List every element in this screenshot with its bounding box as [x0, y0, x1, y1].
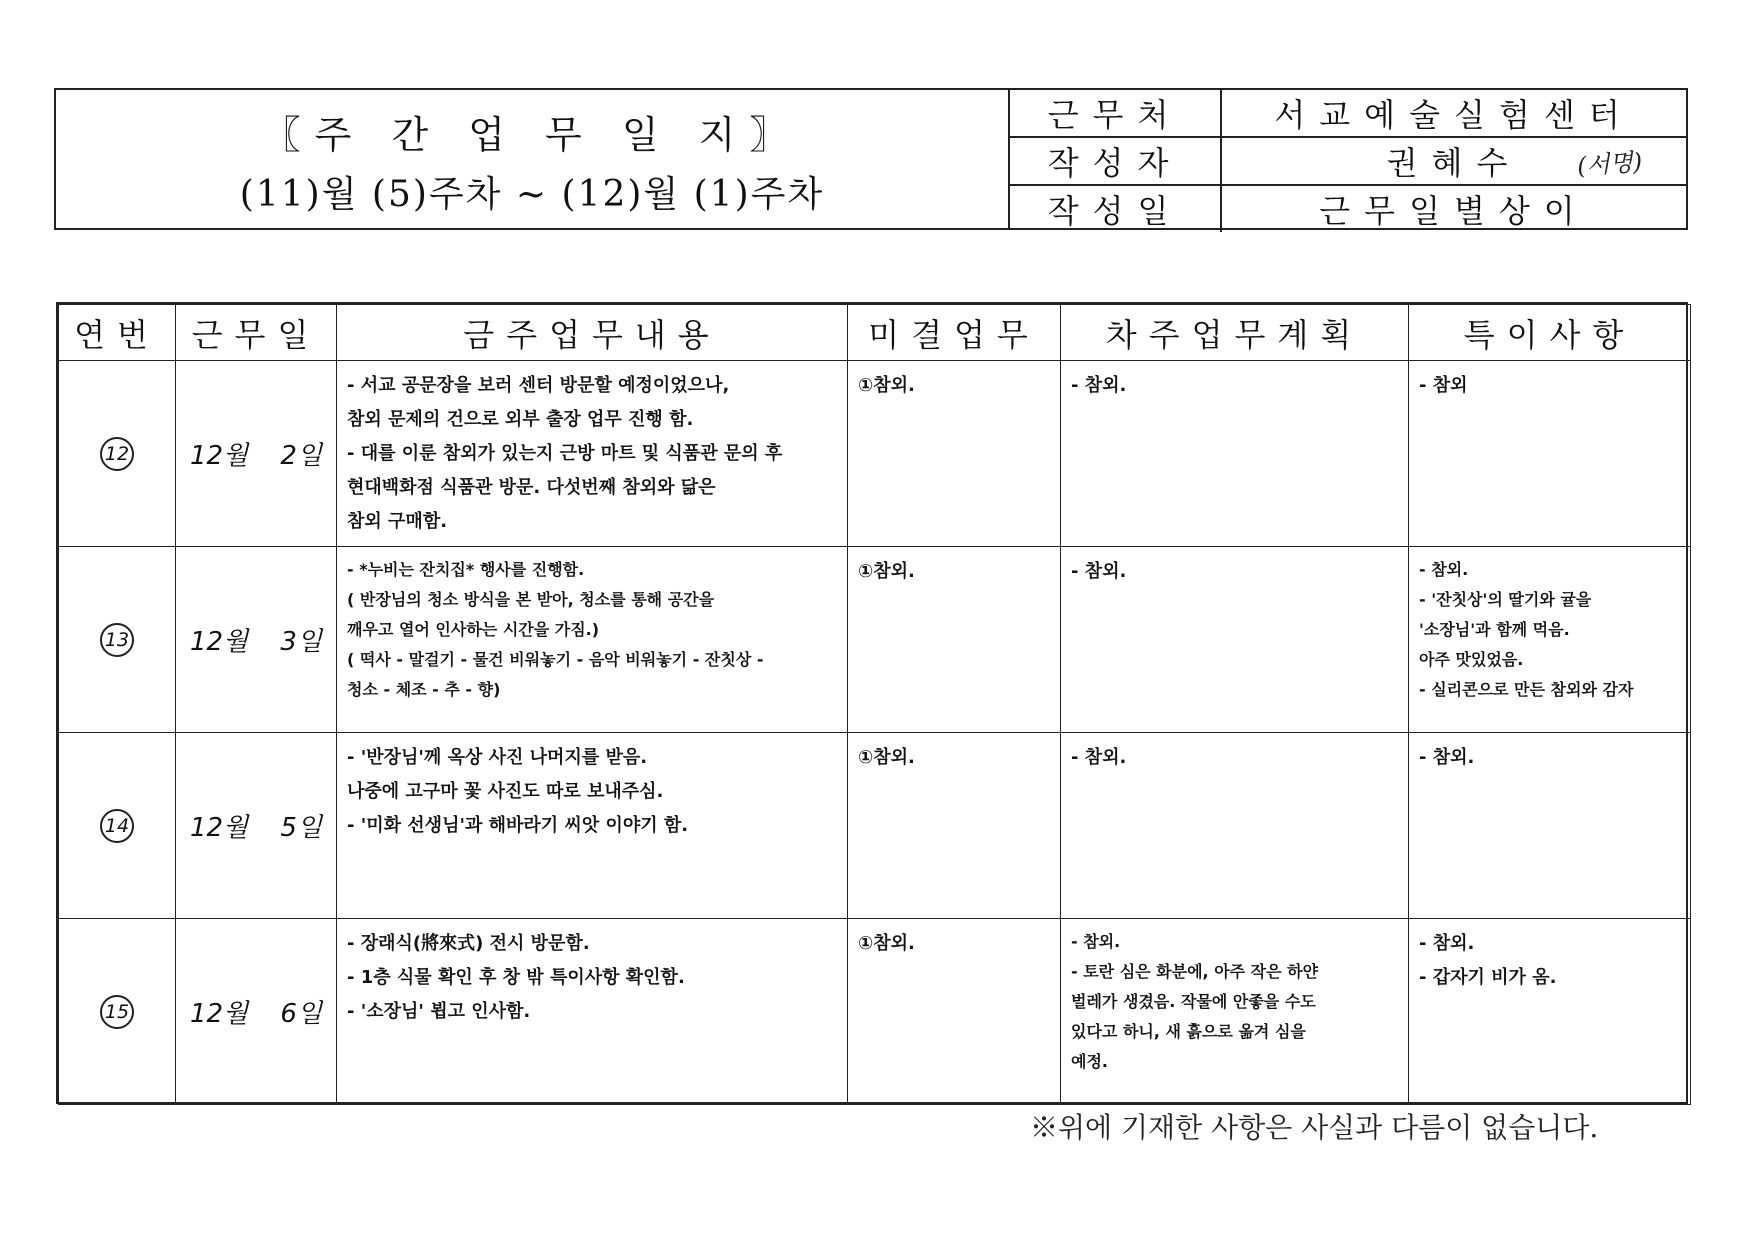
- table-row: [59, 733, 1691, 919]
- pending-cell: [848, 547, 1061, 733]
- col-header-this-week: 금주업무내용: [337, 305, 848, 361]
- col-header-next-week: 차주업무계획: [1061, 305, 1409, 361]
- work-log-table: [56, 302, 1688, 1104]
- this-week-line: - 서교 공문장을 보러 센터 방문할 예정이었으나,: [347, 375, 730, 396]
- next-week-text: [1061, 919, 1408, 1077]
- notes-cell: [1409, 547, 1691, 733]
- this-week-line: 참외 구매함.: [347, 511, 448, 532]
- this-week-line: 참외 문제의 건으로 외부 출장 업무 진행 함.: [347, 409, 694, 430]
- workday-cell: [176, 733, 337, 919]
- this-week-cell: [337, 733, 848, 919]
- signature: (서명): [1576, 147, 1644, 181]
- this-week-line: - *누비는 잔치집* 행사를 진행함.: [347, 560, 585, 579]
- table-row: [59, 919, 1691, 1105]
- pending-line: ①참외.: [858, 933, 915, 954]
- this-week-line: ( 떡사 - 말걸기 - 물건 비워놓기 - 음악 비워놓기 - 잔칫상 -: [347, 650, 764, 669]
- this-week-line: - '반장님'께 옥상 사진 나머지를 받음.: [347, 747, 648, 768]
- notes-text: [1409, 547, 1690, 705]
- document-header: [54, 88, 1688, 230]
- footnote: ※위에 기재한 사항은 사실과 다름이 없습니다.: [1030, 1111, 1599, 1144]
- col-header-notes: 특이사항: [1409, 305, 1691, 361]
- notes-cell: [1409, 919, 1691, 1105]
- this-week-text: [337, 361, 847, 539]
- pending-cell: [848, 733, 1061, 919]
- workday-date: 12월 3일: [189, 627, 323, 657]
- reporting-period: (11)월 (5)주차 ~ (12)월 (1)주차: [239, 174, 825, 215]
- notes-line: - 참외.: [1419, 560, 1469, 579]
- workday-cell: [176, 361, 337, 547]
- date-label: 작성일: [1010, 186, 1222, 232]
- this-week-line: 깨우고 열어 인사하는 시간을 가짐.): [347, 620, 600, 639]
- notes-line: '소장님'과 함께 먹음.: [1419, 620, 1570, 639]
- workplace-label: 근무처: [1010, 90, 1222, 136]
- next-week-line: 있다고 하니, 새 흙으로 옮겨 심을: [1071, 1022, 1306, 1041]
- table-row: [59, 547, 1691, 733]
- row-number-cell: [59, 919, 176, 1105]
- workplace-value: 서교예술실험센터: [1274, 96, 1634, 134]
- this-week-line: - 대를 이룬 참외가 있는지 근방 마트 및 식품관 문의 후: [347, 443, 783, 464]
- notes-line: - '잔칫상'의 딸기와 귤을: [1419, 590, 1592, 609]
- next-week-line: - 토란 심은 화분에, 아주 작은 하얀: [1071, 962, 1319, 981]
- workday-date: 12월 2일: [189, 441, 323, 471]
- row-number: 13: [100, 623, 134, 657]
- author-label: 작성자: [1010, 138, 1222, 184]
- col-header-pending: 미결업무: [848, 305, 1061, 361]
- next-week-text: [1061, 547, 1408, 589]
- pending-text: [848, 547, 1060, 589]
- notes-line: - 갑자기 비가 옴.: [1419, 967, 1557, 988]
- notes-text: [1409, 733, 1690, 775]
- col-header-number: 연번: [59, 305, 176, 361]
- workday-cell: [176, 547, 337, 733]
- next-week-line: 예정.: [1071, 1052, 1108, 1071]
- info-row-workplace: [1010, 90, 1686, 138]
- this-week-line: 현대백화점 식품관 방문. 다섯번째 참외와 닮은: [347, 477, 716, 498]
- table-row: [59, 361, 1691, 547]
- this-week-cell: [337, 361, 848, 547]
- next-week-cell: [1061, 547, 1409, 733]
- next-week-text: [1061, 361, 1408, 403]
- next-week-cell: [1061, 733, 1409, 919]
- this-week-cell: [337, 919, 848, 1105]
- next-week-text: [1061, 733, 1408, 775]
- next-week-cell: [1061, 919, 1409, 1105]
- this-week-text: [337, 733, 847, 843]
- date-value: 근무일별상이: [1319, 192, 1589, 230]
- document-title: 〖주 간 업 무 일 지〗: [262, 113, 802, 157]
- this-week-line: 청소 - 체조 - 추 - 향): [347, 680, 501, 699]
- pending-text: [848, 361, 1060, 403]
- row-number: 12: [100, 437, 134, 471]
- pending-line: ①참외.: [858, 375, 915, 396]
- this-week-line: - 1층 식물 확인 후 창 밖 특이사항 확인함.: [347, 967, 685, 988]
- next-week-line: 벌레가 생겼음. 작물에 안좋을 수도: [1071, 992, 1316, 1011]
- title-block: [56, 90, 1010, 228]
- author-value-cell: [1222, 138, 1686, 184]
- pending-cell: [848, 361, 1061, 547]
- this-week-line: ( 반장님의 청소 방식을 본 받아, 청소를 통해 공간을: [347, 590, 715, 609]
- notes-line: - 참외.: [1419, 747, 1475, 768]
- info-row-date: [1010, 186, 1686, 232]
- pending-cell: [848, 919, 1061, 1105]
- notes-text: [1409, 361, 1690, 403]
- this-week-line: 나중에 고구마 꽃 사진도 따로 보내주심.: [347, 781, 664, 802]
- row-number-cell: [59, 361, 176, 547]
- notes-line: - 참외.: [1419, 933, 1475, 954]
- table-header-row: [59, 305, 1691, 361]
- notes-cell: [1409, 361, 1691, 547]
- this-week-line: - '미화 선생님'과 해바라기 씨앗 이야기 함.: [347, 815, 689, 836]
- col-header-workday: 근무일: [176, 305, 337, 361]
- workday-cell: [176, 919, 337, 1105]
- next-week-cell: [1061, 361, 1409, 547]
- next-week-line: - 참외.: [1071, 747, 1127, 768]
- workday-date: 12월 5일: [189, 813, 323, 843]
- notes-text: [1409, 919, 1690, 995]
- pending-line: ①참외.: [858, 747, 915, 768]
- this-week-line: - '소장님' 뵙고 인사함.: [347, 1001, 531, 1022]
- row-number-cell: [59, 733, 176, 919]
- this-week-line: - 장래식(將來式) 전시 방문함.: [347, 933, 590, 954]
- notes-line: - 참외: [1419, 375, 1468, 396]
- pending-line: ①참외.: [858, 561, 915, 582]
- this-week-text: [337, 919, 847, 1029]
- pending-text: [848, 733, 1060, 775]
- next-week-line: - 참외.: [1071, 932, 1121, 951]
- info-block: [1010, 90, 1686, 228]
- info-row-author: [1010, 138, 1686, 186]
- notes-line: 아주 맛있었음.: [1419, 650, 1524, 669]
- row-number-cell: [59, 547, 176, 733]
- notes-line: - 실리콘으로 만든 참외와 감자: [1419, 680, 1634, 699]
- row-number: 15: [100, 995, 134, 1029]
- pending-text: [848, 919, 1060, 961]
- next-week-line: - 참외.: [1071, 561, 1127, 582]
- notes-cell: [1409, 733, 1691, 919]
- author-value: 권혜수: [1386, 144, 1522, 182]
- workday-date: 12월 6일: [189, 999, 323, 1029]
- this-week-text: [337, 547, 847, 705]
- row-number: 14: [100, 809, 134, 843]
- this-week-cell: [337, 547, 848, 733]
- next-week-line: - 참외.: [1071, 375, 1127, 396]
